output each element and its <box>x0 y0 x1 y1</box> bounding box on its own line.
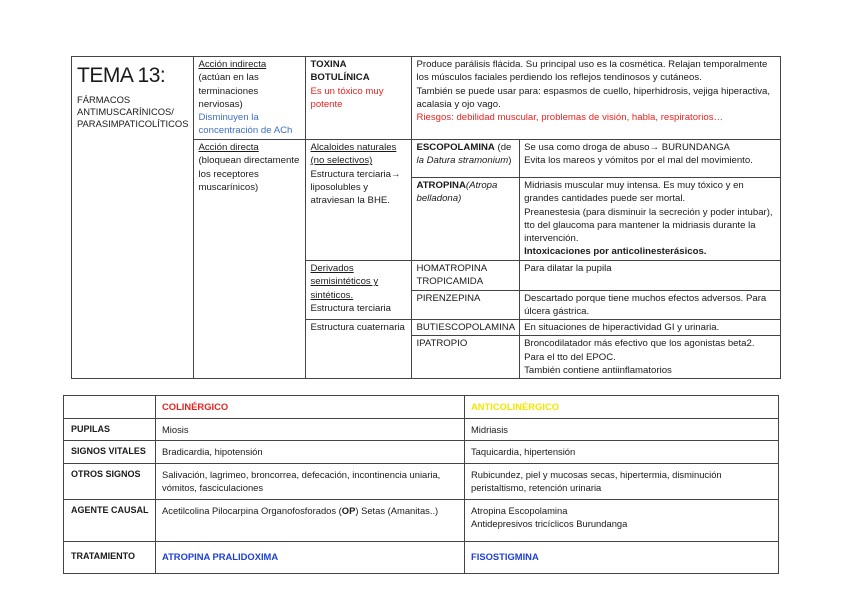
ipatropio-desc1: Broncodilatador más efectivo que los agonistas beta2. <box>524 338 755 350</box>
ipatropio-name: IPATROPIO <box>416 338 468 350</box>
natural-alkaloids-heading: Alcaloides naturales (no selectivos) <box>310 142 397 167</box>
tropicamida-name: TROPICAMIDA <box>416 276 484 288</box>
atropina-desc2: Preanestesia (para disminuir la secreción y poder intubar), tto del glaucoma para mantener la midriasis durante la intervención. <box>524 206 773 245</box>
empty-header-cell <box>64 396 156 419</box>
ipatropio-desc-cell <box>520 336 781 379</box>
subtitle: FÁRMACOS ANTIMUSCARÍNICOS/ PARASIMPATICOLÍTICOS <box>77 94 189 130</box>
cholinergic-comparison-table <box>63 395 779 574</box>
butiescopolamina-name: BUTIESCOPOLAMINA <box>416 322 516 334</box>
atropina-source: (Atropa belladona) <box>416 180 498 205</box>
table-row <box>64 499 779 541</box>
natural-alkaloids-text: Estructura terciaria→ liposolubles y atraviesan la BHE. <box>310 168 401 207</box>
anticholinergic-treatment: FISOSTIGMINA <box>465 541 779 573</box>
atropina-name: ATROPINA <box>416 180 466 191</box>
table-row <box>64 463 779 499</box>
butiescopolamina-desc: En situaciones de hiperactividad GI y urinaria. <box>524 322 720 334</box>
direct-action-heading: Acción directa <box>198 142 259 153</box>
ipatropio-cell <box>412 336 520 379</box>
atropina-desc1: Midriasis muscular muy intensa. Es muy tóxico y en grandes cantidades puede ser mortal. <box>524 180 744 205</box>
semisynthetic-cell <box>306 261 412 320</box>
indirect-action-heading: Acción indirecta <box>198 59 267 70</box>
header-anticholinergic: ANTICOLINÉRGICO <box>465 396 779 419</box>
homatropina-desc-cell <box>520 261 781 291</box>
anticholinergic-value: Midriasis <box>465 418 779 441</box>
indirect-action-text: (actúan en las terminaciones nerviosas) <box>198 72 259 110</box>
toxin-description-cell <box>412 57 781 140</box>
header-cholinergic: COLINÉRGICO <box>156 396 465 419</box>
pirenzepina-desc-cell <box>520 290 781 320</box>
table-row <box>64 441 779 464</box>
indirect-action-cell <box>194 57 306 140</box>
homatropina-desc: Para dilatar la pupila <box>524 263 612 274</box>
anticholinergic-value: Taquicardia, hipertensión <box>465 441 779 464</box>
quaternary-cell <box>306 320 412 379</box>
escopolamina-effect: Evita los mareos y vómitos por el mal del movimiento. <box>524 155 753 167</box>
cholinergic-value: Miosis <box>156 418 465 441</box>
escopolamina-use: Se usa como droga de abuso→ BURUNDANGA <box>524 142 730 153</box>
drug-classification-table <box>71 56 781 379</box>
homatropina-name: HOMATROPINA <box>416 263 488 274</box>
escopolamina-name: ESCOPOLAMINA <box>416 142 495 153</box>
ipatropio-desc3: También contiene antiinflamatorios <box>524 365 672 377</box>
direct-action-text: (bloquean directamente los receptores muscarínicos) <box>198 155 300 193</box>
toxin-name: TOXINA BOTULÍNICA <box>310 59 370 84</box>
row-label: OTROS SIGNOS <box>64 463 156 499</box>
cholinergic-value: Salivación, lagrimeo, broncorrea, defecación, incontinencia uniaria, vómitos, fasciculaciones <box>156 463 465 499</box>
butiescopolamina-cell <box>412 320 520 336</box>
atropina-desc3: Intoxicaciones por anticolinesterásicos. <box>524 246 707 258</box>
pirenzepina-cell <box>412 290 520 320</box>
toxin-uses: También se puede usar para: espasmos de cuello, hiperhidrosis, vejiga hiperactiva, acalasia y ojo vago. <box>416 85 771 110</box>
pirenzepina-name: PIRENZEPINA <box>416 292 481 304</box>
arrow-icon: → <box>391 168 401 180</box>
anticholinergic-value: Rubicundez, piel y mucosas secas, hipertermia, disminución peristaltismo, retención urinaria <box>465 463 779 499</box>
arrow-icon: → <box>649 142 660 153</box>
row-label: SIGNOS VITALES <box>64 441 156 464</box>
table-row <box>64 541 779 573</box>
toxin-description: Produce parálisis flácida. Su principal uso es la cosmética. Relajan temporalmente los músculos faciales perdiendo los reflejos tendinosos y cutáneos. <box>416 59 768 84</box>
title-cell <box>72 57 194 379</box>
toxin-risks: Riesgos: debilidad muscular, problemas de visión, habla, respiratorios… <box>416 112 724 124</box>
natural-alkaloids-cell <box>306 140 412 261</box>
ipatropio-desc2: Para el tto del EPOC. <box>524 351 616 363</box>
row-label: PUPILAS <box>64 418 156 441</box>
semisynthetic-text: Estructura terciaria <box>310 302 391 314</box>
row-label: TRATAMIENTO <box>64 541 156 573</box>
quaternary-heading: Estructura cuaternaria <box>310 322 405 334</box>
escopolamina-source: la Datura stramonium <box>416 155 509 167</box>
homatropina-cell <box>412 261 520 291</box>
row-label: AGENTE CAUSAL <box>64 499 156 541</box>
atropina-cell <box>412 178 520 261</box>
page-title: TEMA 13: <box>77 64 166 87</box>
toxin-cell <box>306 57 412 140</box>
atropina-description-cell <box>520 178 781 261</box>
toxin-note: Es un tóxico muy potente <box>310 85 384 110</box>
cholinergic-treatment: ATROPINA PRALIDOXIMA <box>156 541 465 573</box>
anticholinergic-value: Atropina Escopolamina Antidepresivos tricíclicos Burundanga <box>465 499 779 541</box>
direct-action-cell <box>194 140 306 379</box>
semisynthetic-heading: Derivados semisintéticos y sintéticos. <box>310 263 379 301</box>
cholinergic-value: Bradicardia, hipotensión <box>156 441 465 464</box>
escopolamina-cell: ESCOPOLAMINA (de la Datura stramonium) <box>412 140 520 178</box>
cholinergic-value: Acetilcolina Pilocarpina Organofosforados (OP) Setas (Amanitas..) <box>156 499 465 541</box>
butiescopolamina-desc-cell <box>520 320 781 336</box>
table-row <box>64 418 779 441</box>
indirect-action-note: Disminuyen la concentración de ACh <box>198 112 293 137</box>
escopolamina-description-cell <box>520 140 781 178</box>
pirenzepina-desc: Descartado porque tiene muchos efectos adversos. Para úlcera gástrica. <box>524 292 767 317</box>
